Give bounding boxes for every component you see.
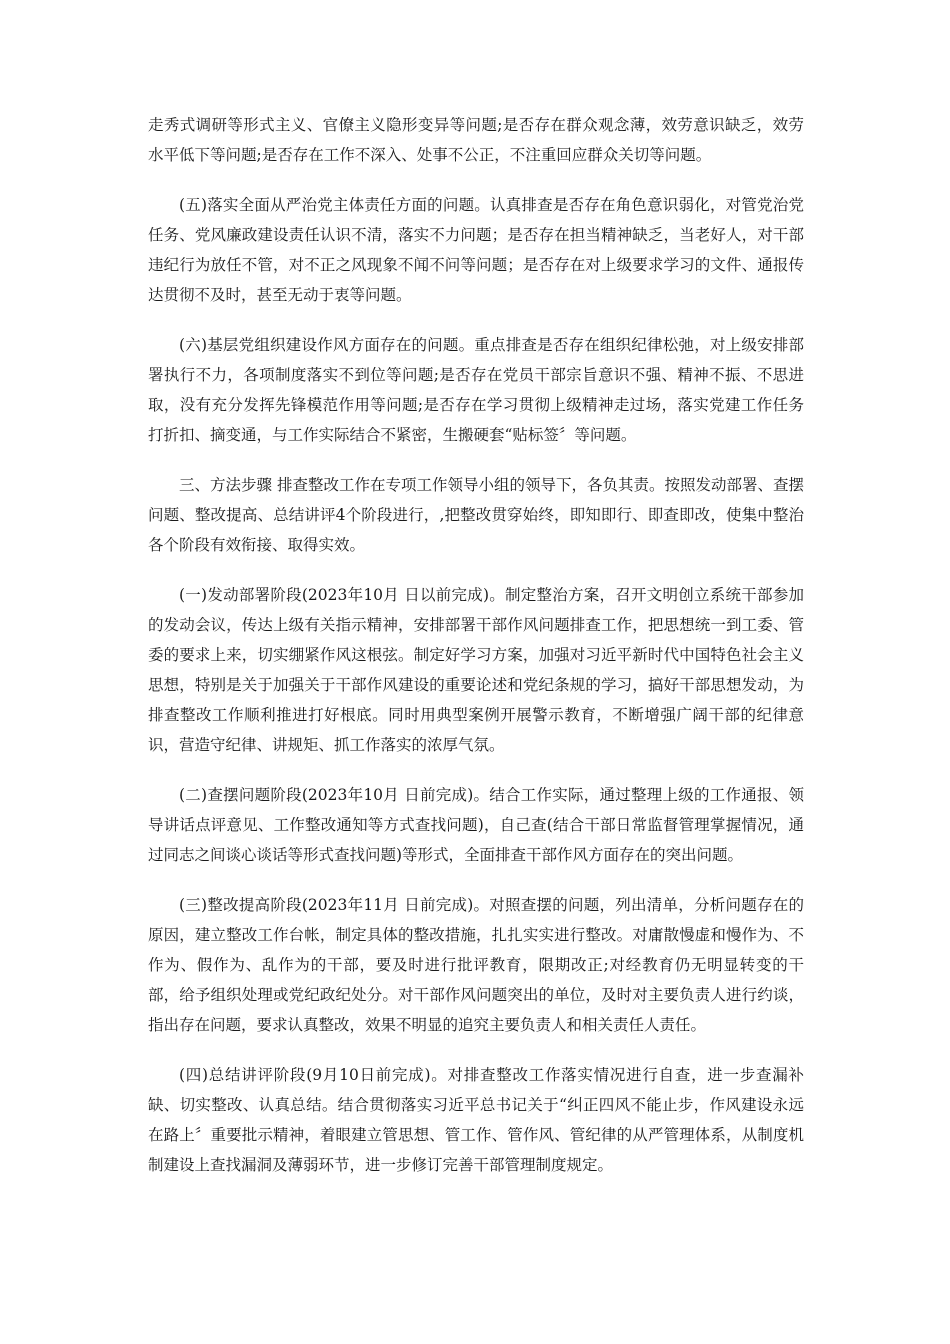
paragraph-section-six: (六)基层党组织建设作风方面存在的问题。重点排查是否存在组织纪律松弛，对上级安排部署执行不力，各项制度落实不到位等问题;是否存在党员干部宗旨意识不强、精神不振、不思进取，没有充分发挥先锋模范作用等问题;是否存在学习贯彻上级精神走过场，落实党建工作任务打折扣、摘变通，与工作实际结合不紧密，生搬硬套“贴标签〞等问题。 xyxy=(148,336,804,444)
paragraph-section-five: (五)落实全面从严治党主体责任方面的问题。认真排查是否存在角色意识弱化，对管党治党任务、党风廉政建设责任认识不清，落实不力问题；是否存在担当精神缺乏，当老好人，对干部违纪行为放任不管，对不正之风现象不闻不问等问题；是否存在对上级要求学习的文件、通报传达贯彻不及时，甚至无动于衷等问题。 xyxy=(148,196,804,304)
paragraph-stage-four: (四)总结讲评阶段(9月10日前完成)。对排查整改工作落实情况进行自查，进一步查漏补缺、切实整改、认真总结。结合贯彻落实习近平总书记关于“纠正四风不能止步，作风建设永远在路上〞重要批示精神，着眼建立管思想、管工作、管作风、管纪律的从严管理体系，从制度机制建设上查找漏洞及薄弱环节，进一步修订完善干部管理制度规定。 xyxy=(148,1066,804,1174)
paragraph-stage-two: (二)查摆问题阶段(2023年10月 日前完成)。结合工作实际，通过整理上级的工作通报、领导讲话点评意见、工作整改通知等方式查找问题)，自己查(结合干部日常监督管理掌握情况，通过同志之间谈心谈话等形式查找问题)等形式，全面排查干部作风方面存在的突出问题。 xyxy=(148,786,804,864)
paragraph-continued: 走秀式调研等形式主义、官僚主义隐形变异等问题;是否存在群众观念薄，效劳意识缺乏，效劳水平低下等问题;是否存在工作不深入、处事不公正，不注重回应群众关切等问题。 xyxy=(148,116,804,164)
paragraph-stage-one: (一)发动部署阶段(2023年10月 日以前完成)。制定整治方案，召开文明创立系统干部参加的发动会议，传达上级有关指示精神，安排部署干部作风问题排查工作，把思想统一到工委、管委的要求上来，切实绷紧作风这根弦。制定好学习方案，加强对习近平新时代中国特色社会主义思想，特别是关于加强关于干部作风建设的重要论述和党纪条规的学习，搞好干部思想发动，为排查整改工作顺利推进打好根底。同时用典型案例开展警示教育，不断增强广阔干部的纪律意识，营造守纪律、讲规矩、抓工作落实的浓厚气氛。 xyxy=(148,586,804,754)
paragraph-method-steps: 三、方法步骤 排查整改工作在专项工作领导小组的领导下，各负其责。按照发动部署、查摆问题、整改提高、总结讲评4个阶段进行，,把整改贯穿始终，即知即行、即查即改，使集中整治各个阶段有效衔接、取得实效。 xyxy=(148,476,804,554)
paragraph-stage-three: (三)整改提高阶段(2023年11月 日前完成)。对照查摆的问题，列出清单，分析问题存在的原因，建立整改工作台帐，制定具体的整改措施，扎扎实实进行整改。对庸散慢虚和慢作为、不作为、假作为、乱作为的干部，要及时进行批评教育，限期改正;对经教育仍无明显转变的干部，给予组织处理或党纪政纪处分。对干部作风问题突出的单位，及时对主要负责人进行约谈，指出存在问题，要求认真整改，效果不明显的追究主要负责人和相关责任人责任。 xyxy=(148,896,804,1034)
document-body xyxy=(148,110,804,1200)
